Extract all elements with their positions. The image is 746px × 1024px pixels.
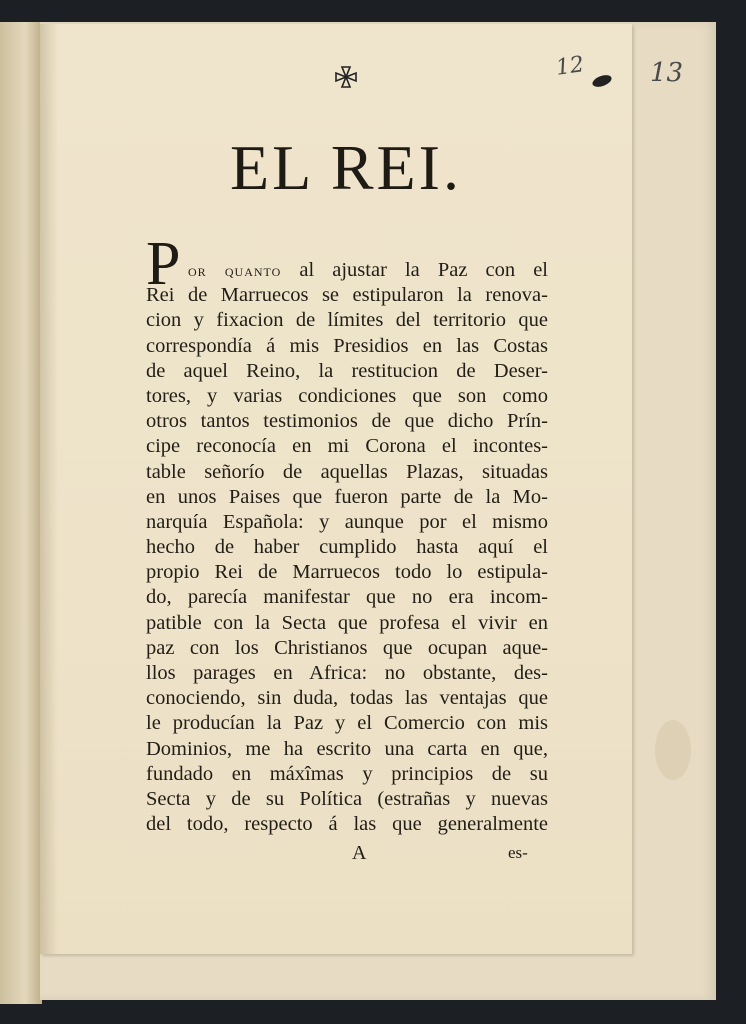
text-line: correspondía á mis Presidios en las Costas [146, 334, 548, 357]
text-line: do, parecía manifestar que no era incom- [146, 586, 548, 609]
text-line: de aquel Reino, la restitucion de Deser- [146, 359, 548, 382]
drop-cap: P [146, 230, 181, 298]
text-line: table señorío de aquellas Plazas, situadas [146, 460, 548, 483]
body-text [146, 258, 548, 837]
opening-smallcaps: or quanto [188, 261, 282, 280]
text-line: paz con los Christianos que ocupan aque- [146, 636, 548, 659]
catchword: es- [508, 843, 528, 862]
page-title: EL REI. [230, 132, 462, 203]
paper-stain [655, 720, 691, 780]
text-line: Secta y de su Política (estrañas y nuevas [146, 787, 548, 810]
facing-page-edge [0, 22, 42, 1004]
text-line: llos parages en Africa: no obstante, des- [146, 662, 548, 684]
text-line: en unos Paises que fueron parte de la Mo- [146, 485, 548, 508]
text-line: otros tantos testimonios de que dicho Prín- [146, 410, 548, 433]
folio-number-crossed: 12 [554, 52, 586, 81]
text-line: patible con la Secta que profesa el vivir en [146, 611, 548, 634]
cross-pattee-icon [335, 66, 357, 88]
folio-number: 13 [650, 58, 684, 88]
text-line: hecho de haber cumplido hasta aquí el [146, 536, 548, 559]
text-line: le producían la Paz y el Comercio con mis [146, 712, 548, 735]
text-line: or quanto al ajustar la Paz con el [188, 259, 548, 281]
text-line: fundado en máxîmas y principios de su [146, 762, 548, 785]
text-line: narquía Española: y aunque por el mismo [146, 510, 548, 533]
text-line: tores, y varias condiciones que son como [146, 384, 548, 407]
text-line: Rei de Marruecos se estipularon la renova- [146, 284, 548, 307]
text-line: Dominios, me ha escrito una carta en que, [146, 737, 548, 760]
text-line: conociendo, sin duda, todas las ventajas que [146, 687, 548, 710]
text-line: cion y fixacion de límites del territorio que [146, 309, 548, 332]
text-line: propio Rei de Marruecos todo lo estipula- [146, 561, 548, 584]
signature-mark: A [352, 842, 367, 864]
text-line: cipe reconocía en mi Corona el incontes- [146, 435, 548, 458]
text-line: del todo, respecto á las que generalmente [146, 813, 548, 836]
